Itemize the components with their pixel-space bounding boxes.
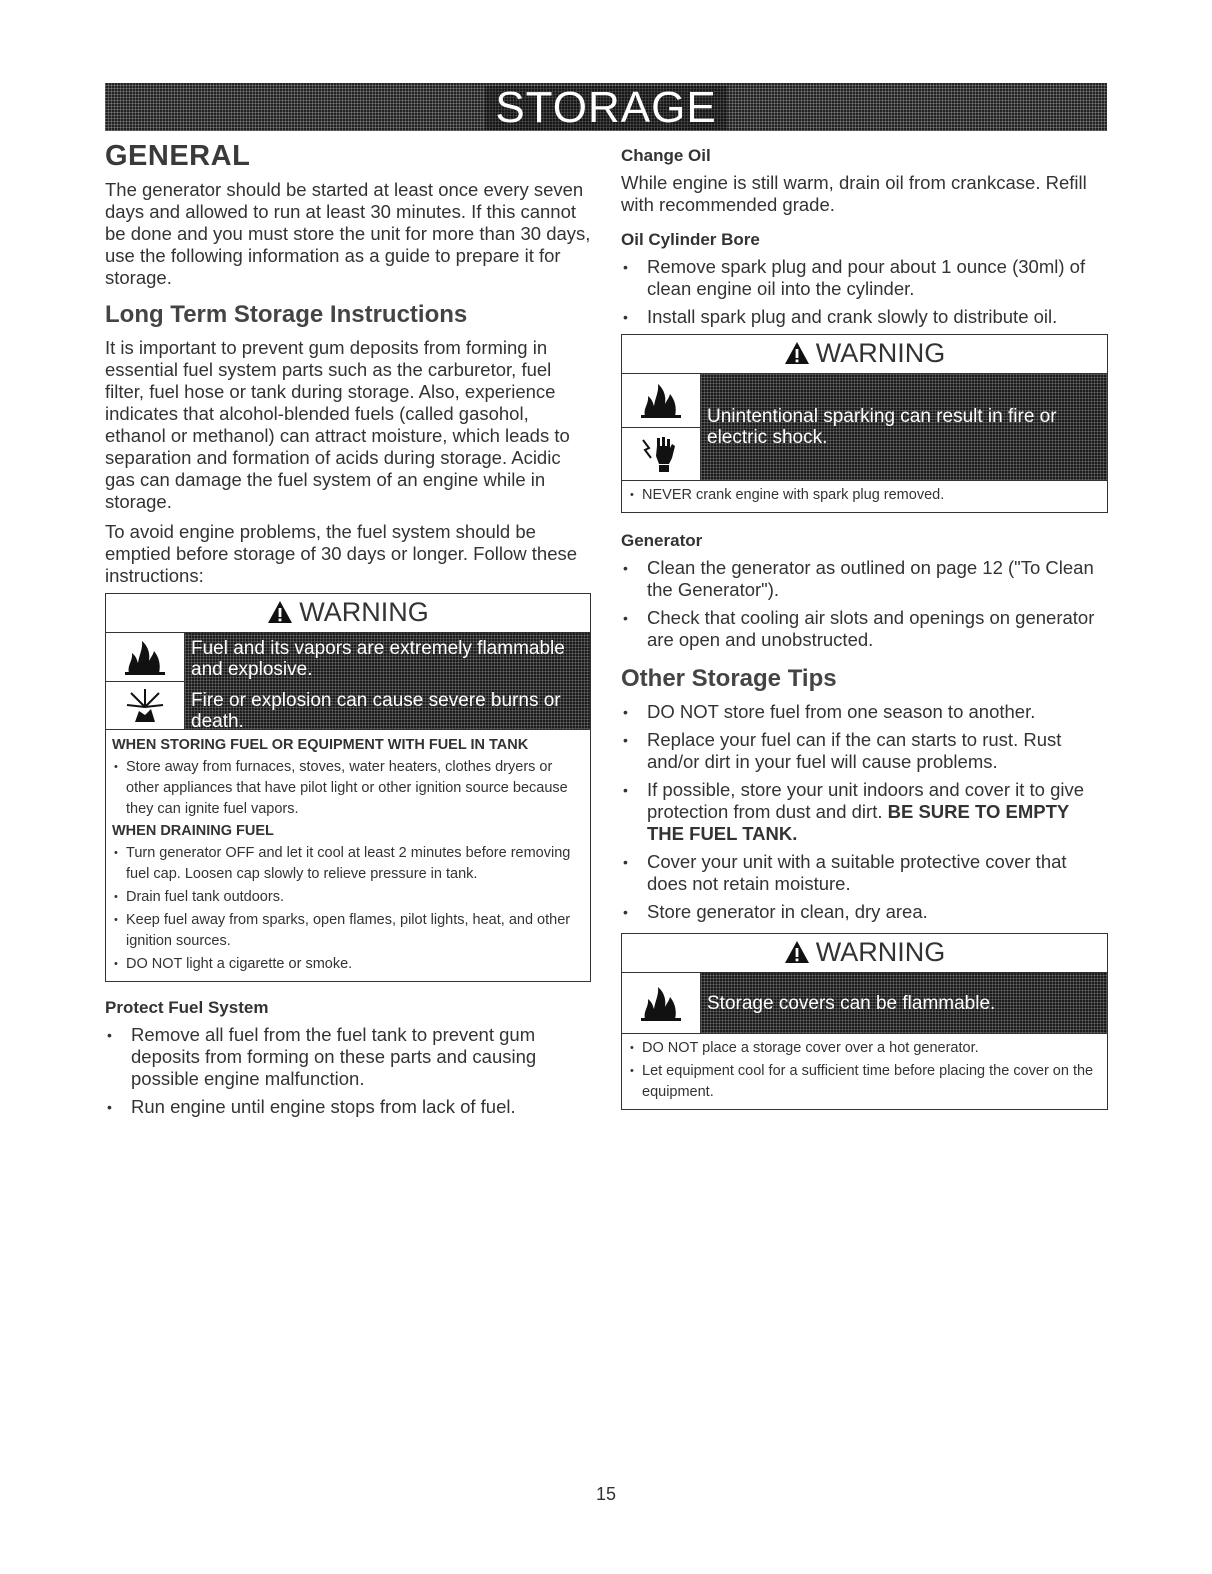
draining-fuel-list [112, 843, 584, 975]
list-item: • Let equipment cool for a sufficient time before placing the cover on the equipment. [628, 1061, 1101, 1103]
hazard-messages [701, 374, 1107, 480]
fire-hazard-icon [622, 374, 700, 428]
warning-title: WARNING [815, 338, 946, 368]
list-item: • DO NOT light a cigarette or smoke. [112, 954, 584, 975]
hazard-flammable-text: Fuel and its vapors are extremely flammable and explosive. [191, 638, 565, 680]
list-item: • Install spark plug and crank slowly to distribute oil. [621, 306, 1108, 328]
page-number: 15 [595, 1484, 617, 1504]
tip-text: If possible, store your unit indoors and cover it to give protection from dust and dirt. [647, 779, 1085, 822]
warning-title: WARNING [299, 597, 429, 627]
hazard-cover-text: Storage covers can be flammable. [707, 992, 996, 1014]
hazard-messages [701, 973, 1107, 1033]
protect-fuel-heading: Protect Fuel System [105, 998, 269, 1017]
general-intro: The generator should be started at least once every seven days and allowed to run at least 30 minutes. If this cannot be done and you must store the unit for more than 30 days, use the following information as a guide to prepare it for storage. [105, 179, 591, 288]
warning-triangle-icon [784, 940, 810, 964]
warning-title: WARNING [815, 937, 946, 967]
hazard-explosion-text: Fire or explosion can cause severe burns or death. [191, 690, 561, 732]
long-term-paragraph-2: To avoid engine problems, the fuel system should be emptied before storage of 30 days or longer. Follow these instructions: [105, 521, 578, 586]
list-item: • Keep fuel away from sparks, open flames, pilot lights, heat, and other ignition sources. [112, 910, 584, 952]
list-item: • Check that cooling air slots and openings on generator are open and unobstructed. [621, 607, 1108, 651]
hazard-icons [622, 374, 701, 480]
warning-details [106, 729, 590, 981]
cover-warning-list [628, 1038, 1101, 1103]
oil-cylinder-heading: Oil Cylinder Bore [621, 230, 760, 249]
list-item: • Turn generator OFF and let it cool at least 2 minutes before removing fuel cap. Loosen cap slowly to relieve pressure in tank. [112, 843, 584, 885]
list-item: • Store away from furnaces, stoves, water heaters, clothes dryers or other appliances that have pilot light or other ignition source because they can ignite fuel vapors. [112, 757, 584, 820]
warning-header [622, 934, 1107, 972]
list-item: • NEVER crank engine with spark plug removed. [628, 485, 1101, 506]
left-column [105, 140, 591, 1124]
section-banner [105, 83, 1107, 131]
hazard-icons [622, 973, 701, 1033]
generator-heading: Generator [621, 531, 703, 550]
protect-fuel-list [105, 1024, 591, 1118]
warning-details [622, 480, 1107, 512]
oil-cylinder-list [621, 256, 1108, 328]
list-item: • Drain fuel tank outdoors. [112, 887, 584, 908]
warning-header [622, 335, 1107, 373]
banner-title: STORAGE [485, 86, 726, 130]
warning-details [622, 1033, 1107, 1109]
other-tips-heading: Other Storage Tips [621, 665, 837, 692]
list-item: • Remove spark plug and pour about 1 ounce (30ml) of clean engine oil into the cylinder. [621, 256, 1108, 300]
fire-hazard-icon [106, 633, 184, 682]
list-item: • Remove all fuel from the fuel tank to prevent gum deposits from forming on these parts and causing possible engine malfunction. [105, 1024, 591, 1090]
list-item [621, 779, 1108, 845]
warning-triangle-icon [267, 600, 293, 624]
explosion-hazard-icon [106, 682, 184, 730]
change-oil-text: While engine is still warm, drain oil from crankcase. Refill with recommended grade. [621, 172, 1087, 215]
list-item: • Clean the generator as outlined on page 12 ("To Clean the Generator"). [621, 557, 1108, 601]
hazard-row [106, 632, 590, 732]
change-oil-heading: Change Oil [621, 146, 711, 165]
list-item: • DO NOT store fuel from one season to another. [621, 701, 1108, 723]
spark-warning-box [621, 334, 1108, 513]
list-item: • Cover your unit with a suitable protective cover that does not retain moisture. [621, 851, 1108, 895]
other-tips-list [621, 701, 1108, 923]
draining-fuel-caption: WHEN DRAINING FUEL [112, 823, 274, 839]
cover-warning-box [621, 933, 1108, 1110]
generator-list [621, 557, 1108, 651]
hazard-messages [185, 633, 590, 732]
tip-emphasis: BE SURE TO EMPTY THE FUEL TANK. [647, 801, 1069, 844]
hazard-icons [106, 633, 185, 729]
list-item: • Run engine until engine stops from lack of fuel. [105, 1096, 591, 1118]
right-column [621, 146, 1108, 1122]
hazard-row [622, 972, 1107, 1033]
general-heading: GENERAL [105, 140, 251, 172]
list-item: • Replace your fuel can if the can starts to rust. Rust and/or dirt in your fuel will cause problems. [621, 729, 1108, 773]
list-item: • DO NOT place a storage cover over a hot generator. [628, 1038, 1101, 1059]
hazard-spark-text: Unintentional sparking can result in fire or electric shock. [707, 406, 1057, 448]
hazard-row [622, 373, 1107, 480]
spark-warning-list [628, 485, 1101, 506]
electric-shock-icon [622, 428, 700, 481]
long-term-paragraph-1: It is important to prevent gum deposits from forming in essential fuel system parts such as the carburetor, fuel filter, fuel hose or tank during storage. Also, experience indicates that alcohol-blended fuels (called gasohol, ethanol or methanol) can attract moisture, which leads to separation and formation of acids during storage. Acidic gas can damage the fuel system of an engine while in storage. [105, 337, 570, 512]
warning-header [106, 594, 590, 632]
fuel-warning-box [105, 593, 591, 982]
storing-fuel-caption: WHEN STORING FUEL OR EQUIPMENT WITH FUEL IN TANK [112, 737, 529, 753]
fire-hazard-icon [622, 973, 700, 1033]
long-term-heading: Long Term Storage Instructions [105, 301, 468, 328]
warning-triangle-icon [784, 341, 810, 365]
storing-fuel-list [112, 757, 584, 820]
list-item: • Store generator in clean, dry area. [621, 901, 1108, 923]
